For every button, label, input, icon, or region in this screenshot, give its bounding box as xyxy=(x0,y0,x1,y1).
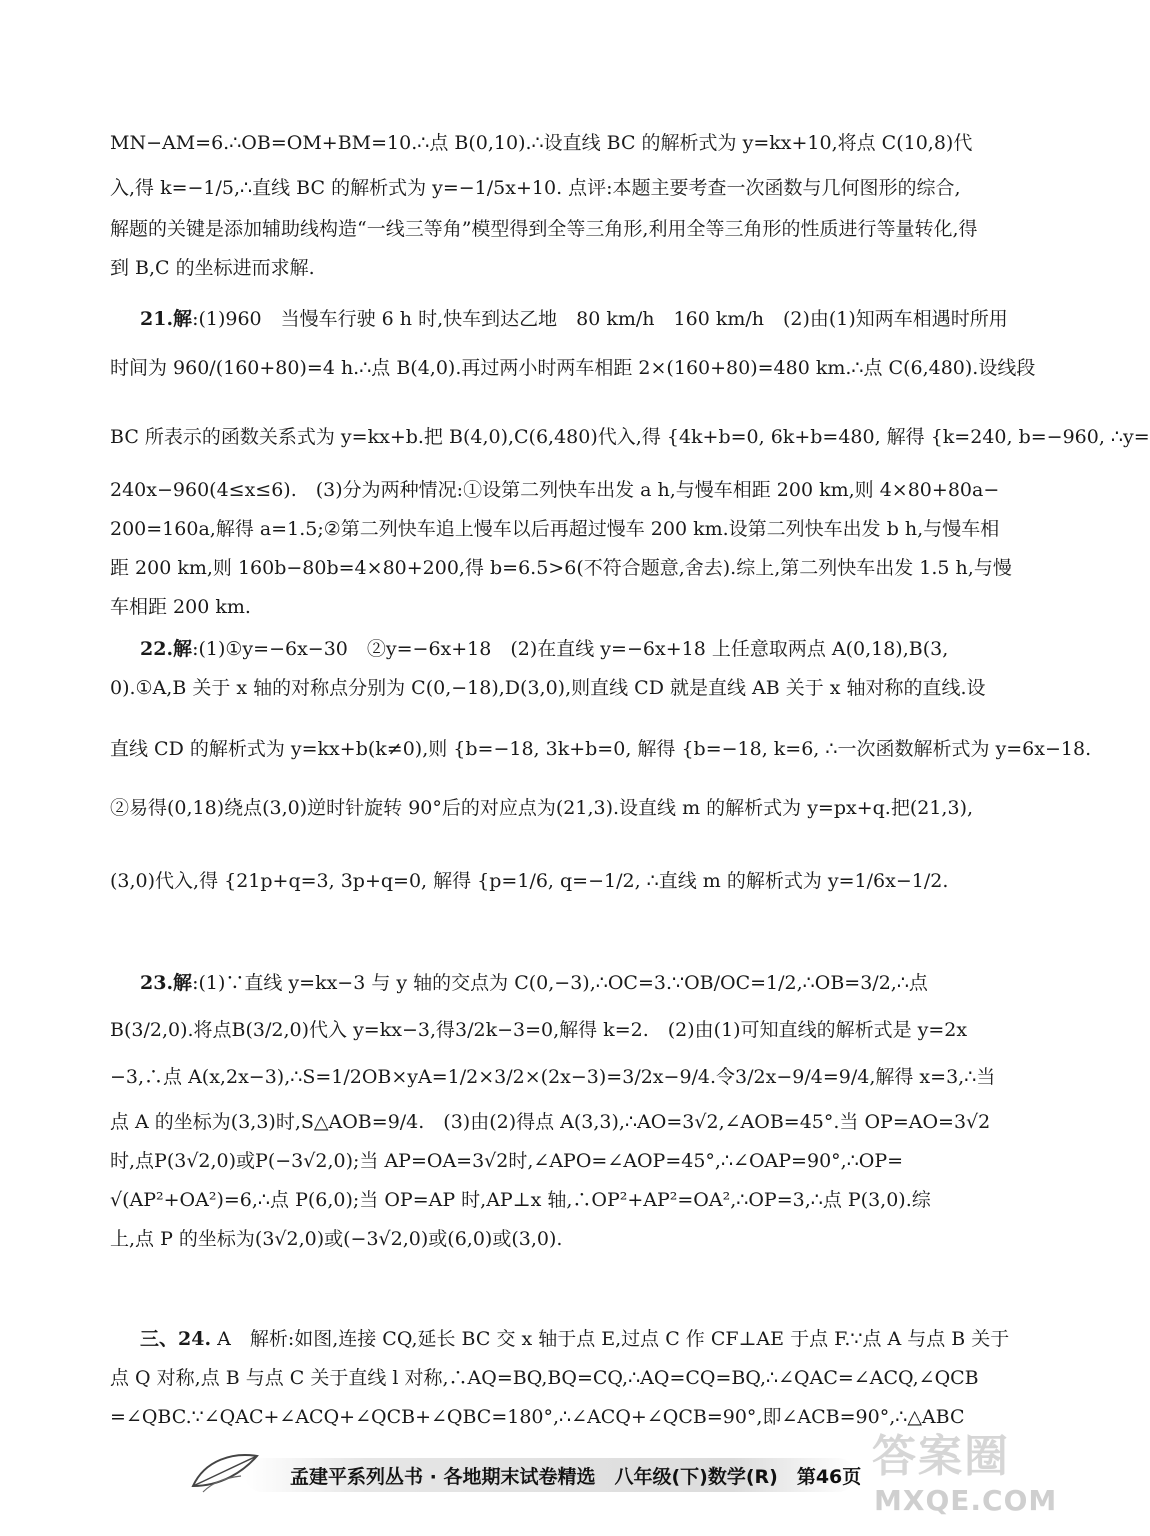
text-line: 入,得 k=−1/5,∴直线 BC 的解析式为 y=−1/5x+10. 点评:本题主要考查一次函数与几何图形的综合, xyxy=(110,177,961,199)
text-line: :(1)①y=−6x−30 ②y=−6x+18 (2)在直线 y=−6x+18 上任意取两点 A(0,18),B(3, xyxy=(192,638,949,660)
question-22-solution xyxy=(110,630,1092,901)
question-23-solution xyxy=(110,964,996,1259)
text-line: 上,点 P 的坐标为(3√2,0)或(−3√2,0)或(6,0)或(3,0). xyxy=(110,1228,563,1250)
text-line xyxy=(110,300,1008,339)
text-line: 点 A 的坐标为(3,3)时,S△AOB=9/4. (3)由(2)得点 A(3,3),∴AO=3√2,∠AOB=45°.当 OP=AO=3√2 xyxy=(110,1111,991,1133)
watermark-logo-text: 答案圈 xyxy=(872,1431,1010,1482)
text-line: 直线 CD 的解析式为 y=kx+b(k≠0),则 {b=−18, 3k+b=0, 解得 {b=−18, k=6, ∴一次函数解析式为 y=6x−18. xyxy=(110,738,1092,760)
question-number: 23.解 xyxy=(140,972,193,994)
text-line: 时间为 960/(160+80)=4 h.∴点 B(4,0).再过两小时两车相距 2×(160+80)=480 km.∴点 C(6,480).设线段 xyxy=(110,357,1036,379)
footer-title: 孟建平系列丛书 · 各地期末试卷精选 八年级(下)数学(R) 第46页 xyxy=(290,1466,862,1488)
text-line xyxy=(110,1320,1010,1359)
question-24-solution xyxy=(110,1320,1010,1437)
text-line xyxy=(110,964,970,1003)
text-line: 0).①A,B 关于 x 轴的对称点分别为 C(0,−18),D(3,0),则直线 CD 就是直线 AB 关于 x 轴对称的直线.设 xyxy=(110,677,986,699)
text-line: BC 所表示的函数关系式为 y=kx+b.把 B(4,0),C(6,480)代入,得 {4k+b=0, 6k+b=480, 解得 {k=240, b=−960, ∴y= xyxy=(110,426,1150,448)
text-line: √(AP²+OA²)=6,∴点 P(6,0);当 OP=AP 时,AP⊥x 轴,∴OP²+AP²=OA²,∴OP=3,∴点 P(3,0).综 xyxy=(110,1189,931,1211)
text-line: :(1)960 当慢车行驶 6 h 时,快车到达乙地 80 km/h 160 km/h (2)由(1)知两车相遇时所用 xyxy=(192,308,1008,330)
text-line: 距 200 km,则 160b−80b=4×80+200,得 b=6.5>6(不符合题意,舍去).综上,第二列快车出发 1.5 h,与慢 xyxy=(110,557,1012,579)
question-21-solution xyxy=(110,300,1150,627)
text-line xyxy=(110,630,970,669)
text-line: −3,∴点 A(x,2x−3),∴S=1/2OB×yA=1/2×3/2×(2x−3)=3/2x−9/4.令3/2x−9/4=9/4,解得 x=3,∴当 xyxy=(110,1066,996,1088)
text-line: 200=160a,解得 a=1.5;②第二列快车追上慢车以后再超过慢车 200 km.设第二列快车出发 b h,与慢车相 xyxy=(110,518,1000,540)
question-number: 三、24. xyxy=(140,1328,212,1350)
text-line: (3,0)代入,得 {21p+q=3, 3p+q=0, 解得 {p=1/6, q=−1/2, ∴直线 m 的解析式为 y=1/6x−1/2. xyxy=(110,870,949,892)
paragraph-20-conclusion xyxy=(110,124,978,288)
watermark-url: MXQE.COM xyxy=(874,1484,1058,1517)
text-line: =∠QBC.∵∠QAC+∠ACQ+∠QCB+∠QBC=180°,∴∠ACQ+∠QCB=90°,即∠ACB=90°,∴△ABC xyxy=(110,1406,965,1428)
watermark xyxy=(872,1420,1058,1528)
text-line: :(1)∵直线 y=kx−3 与 y 轴的交点为 C(0,−3),∴OC=3.∵OB/OC=1/2,∴OB=3/2,∴点 xyxy=(192,972,928,994)
text-line: ②易得(0,18)绕点(3,0)逆时针旋转 90°后的对应点为(21,3).设直线 m 的解析式为 y=px+q.把(21,3), xyxy=(110,797,974,819)
question-number: 21.解 xyxy=(140,308,193,330)
text-line: 车相距 200 km. xyxy=(110,596,251,618)
text-line: A 解析:如图,连接 CQ,延长 BC 交 x 轴于点 E,过点 C 作 CF⊥AE 于点 F.∵点 A 与点 B 关于 xyxy=(211,1328,1010,1350)
text-line: MN−AM=6.∴OB=OM+BM=10.∴点 B(0,10).∴设直线 BC 的解析式为 y=kx+10,将点 C(10,8)代 xyxy=(110,132,973,154)
text-line: 240x−960(4≤x≤6). (3)分为两种情况:①设第二列快车出发 a h,与慢车相距 200 km,则 4×80+80a− xyxy=(110,479,1000,501)
text-line: 解题的关键是添加辅助线构造“一线三等角”模型得到全等三角形,利用全等三角形的性质进行等量转化,得 xyxy=(110,218,978,240)
leaf-ornament-icon xyxy=(185,1442,265,1502)
text-line: 点 Q 对称,点 B 与点 C 关于直线 l 对称,∴AQ=BQ,BQ=CQ,∴AQ=CQ=BQ,∴∠QAC=∠ACQ,∠QCB xyxy=(110,1367,979,1389)
question-number: 22.解 xyxy=(140,638,193,660)
text-line: B(3/2,0).将点B(3/2,0)代入 y=kx−3,得3/2k−3=0,解得 k=2. (2)由(1)可知直线的解析式是 y=2x xyxy=(110,1019,968,1041)
text-line: 到 B,C 的坐标进而求解. xyxy=(110,257,315,279)
text-line: 时,点P(3√2,0)或P(−3√2,0);当 AP=OA=3√2时,∠APO=∠AOP=45°,∴∠OAP=90°,∴OP= xyxy=(110,1150,904,1172)
